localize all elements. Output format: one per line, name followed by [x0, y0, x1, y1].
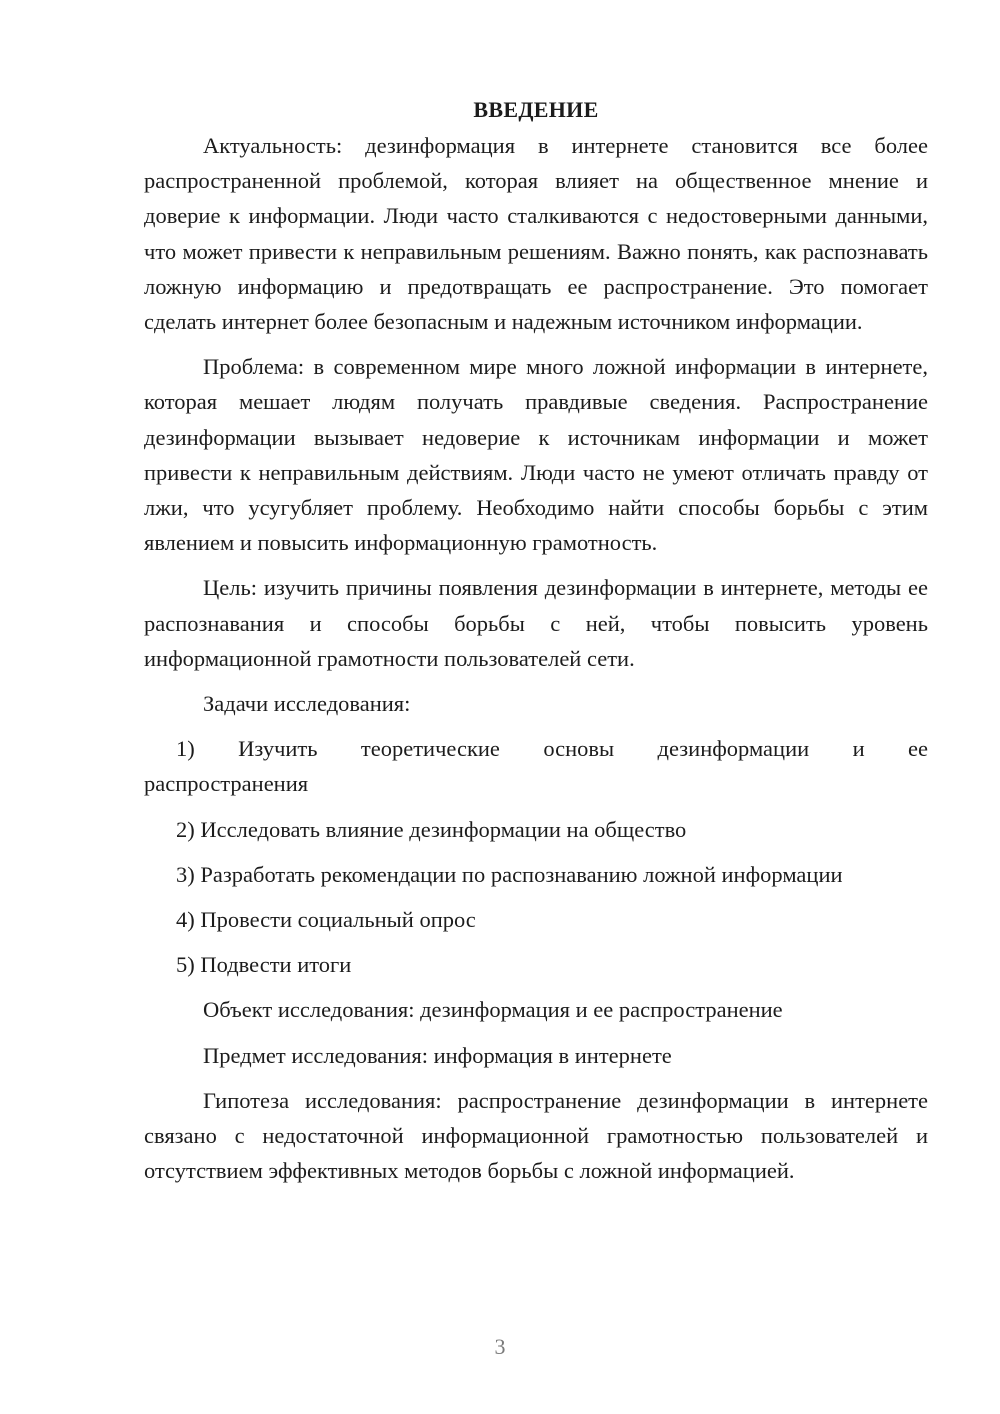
task-item-3: 3) Разработать рекомендации по распознаванию ложной информации: [176, 861, 843, 887]
tasks-heading: Задачи исследования:: [203, 691, 411, 717]
task-item-2: 2) Исследовать влияние дезинформации на общество: [176, 816, 687, 842]
subject-line: Предмет исследования: информация в интернете: [203, 1042, 672, 1068]
object-line: Объект исследования: дезинформация и ее распространение: [203, 997, 783, 1023]
hypothesis-paragraph: Гипотеза исследования: распространение дезинформации в интернете связано с недостаточной информационной грамотностью пользователей и отсутствием эффективных методов борьбы с ложной информацией.: [144, 1087, 928, 1184]
page-number: 3: [494, 1334, 506, 1359]
problem-paragraph: Проблема: в современном мире много ложной информации в интернете, которая мешает людям получать правдивые сведения. Распространение дезинформации вызывает недоверие к источникам информации и может привести к неправильным действиям. Люди часто не умеют отличать правду от лжи, что усугубляет проблему. Необходимо найти способы борьбы с этим явлением и повысить информационную грамотность.: [144, 354, 928, 556]
task-item-5: 5) Подвести итоги: [176, 952, 352, 978]
task-item-1: [144, 731, 928, 766]
task-item-4: 4) Провести социальный опрос: [176, 907, 476, 933]
section-title: ВВЕДЕНИЕ: [473, 97, 599, 122]
task-item-1-line1: 1) Изучить теоретические основы дезинформации и ее: [176, 736, 928, 762]
document-page: [144, 94, 928, 1188]
task-item-1-line2: распространения: [144, 771, 309, 797]
goal-paragraph: Цель: изучить причины появления дезинформации в интернете, методы ее распознавания и способы борьбы с ней, чтобы повысить уровень информационной грамотности пользователей сети.: [144, 575, 928, 671]
relevance-paragraph: Актуальность: дезинформация в интернете становится все более распространенной проблемой, которая влияет на общественное мнение и доверие к информации. Люди часто сталкиваются с недостоверными данными, что может привести к неправильным решениям. Важно понять, как распознавать ложную информацию и предотвращать ее распространение. Это помогает сделать интернет более безопасным и надежным источником информации.: [144, 133, 928, 335]
